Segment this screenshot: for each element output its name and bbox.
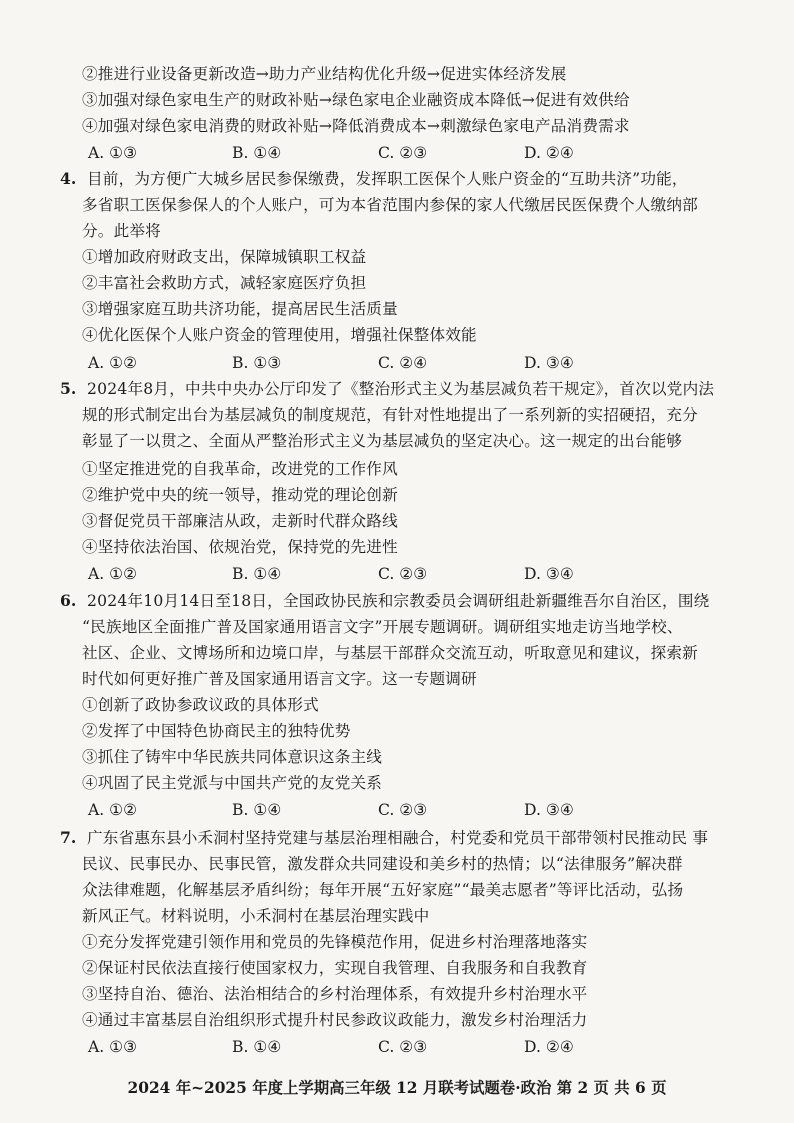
- q5-choice-c: C. ②③: [378, 565, 428, 583]
- q6-option-1: ①创新了政协参政议政的具体形式: [82, 696, 319, 714]
- q6-choice-a: A. ①②: [88, 801, 138, 819]
- q3-choice-d: D. ②④: [524, 144, 574, 162]
- q4-option-4: ④优化医保个人账户资金的管理使用，增强社保整体效能: [82, 326, 477, 344]
- q3-answer-choices: [88, 143, 648, 163]
- q7-option-1: ①充分发挥党建引领作用和党员的先锋模范作用，促进乡村治理落地落实: [82, 933, 588, 951]
- q6-stem-line: 时代如何更好推广普及国家通用语言文字。这一专题调研: [82, 670, 477, 688]
- q5-option-4: ④坚持依法治国、依规治党，保持党的先进性: [82, 538, 398, 556]
- q7-stem-line: 新风正气。材料说明，小禾洞村在基层治理实践中: [82, 907, 430, 925]
- q5-option-1: ①坚定推进党的自我革命，改进党的工作作风: [82, 460, 398, 478]
- q3-choice-b: B. ①④: [232, 144, 282, 162]
- page-footer: 2024 年~2025 年度上学期高三年级 12 月联考试题卷·政治 第 2 页 共 6 页: [127, 1079, 667, 1097]
- q5-stem-line: 彰显了一以贯之、全面从严整治形式主义为基层减负的坚定决心。这一规定的出台能够: [82, 432, 683, 450]
- q6-choice-c: C. ②③: [378, 801, 428, 819]
- q7-number: 7.: [60, 828, 77, 847]
- q4-stem-line: 多省职工医保参保人的个人账户，可为本省范围内参保的家人代缴居民医保费个人缴纳部: [82, 196, 698, 214]
- q5-choice-d: D. ③④: [524, 565, 574, 583]
- q3-option-2: ②推进行业设备更新改造→助力产业结构优化升级→促进实体经济发展: [82, 65, 567, 83]
- q4-stem-line: 分。此举将: [82, 222, 161, 240]
- q5-stem-line: 2024年8月，中共中央办公厅印发了《整治形式主义为基层减负若干规定》，首次以党内法: [87, 380, 715, 398]
- q7-stem-line: 民议、民事民办、民事民管，激发群众共同建设和美乡村的热情；以“法律服务”解决群: [82, 855, 683, 873]
- q6-stem-line: 社区、企业、文博场所和边境口岸，与基层干部群众交流互动，听取意见和建议，探索新: [82, 644, 698, 662]
- q5-answer-choices: [88, 564, 648, 584]
- q5-stem-line: 规的形式制定出台为基层减负的制度规范，有针对性地提出了一系列新的实招硬招，充分: [82, 406, 698, 424]
- q4-choice-d: D. ③④: [524, 354, 574, 372]
- q7-choice-d: D. ②④: [524, 1038, 574, 1056]
- q6-number: 6.: [60, 591, 77, 610]
- q6-choice-d: D. ③④: [524, 801, 574, 819]
- q6-choice-b: B. ①④: [232, 801, 282, 819]
- q3-choice-a: A. ①③: [88, 144, 138, 162]
- q6-option-3: ③抓住了铸牢中华民族共同体意识这条主线: [82, 748, 383, 766]
- q7-stem-line: 广东省惠东县小禾洞村坚持党建与基层治理相融合，村党委和党员干部带领村民推动民 事: [87, 829, 709, 847]
- q7-option-4: ④通过丰富基层自治组织形式提升村民参政议政能力，激发乡村治理活力: [82, 1011, 588, 1029]
- q7-answer-choices: [88, 1037, 648, 1057]
- q3-option-3: ③加强对绿色家电生产的财政补贴→绿色家电企业融资成本降低→促进有效供给: [82, 91, 630, 109]
- q5-choice-a: A. ①②: [88, 565, 138, 583]
- q3-choice-c: C. ②③: [378, 144, 428, 162]
- q4-stem-line: 目前，为方便广大城乡居民参保缴费，发挥职工医保个人账户资金的“互助共济”功能，: [87, 170, 688, 188]
- q4-number: 4.: [60, 169, 77, 188]
- q4-choice-a: A. ①②: [88, 354, 138, 372]
- q4-option-2: ②丰富社会救助方式，减轻家庭医疗负担: [82, 274, 367, 292]
- q3-option-4: ④加强对绿色家电消费的财政补贴→降低消费成本→刺激绿色家电产品消费需求: [82, 117, 630, 135]
- q7-option-3: ③坚持自治、德治、法治相结合的乡村治理体系，有效提升乡村治理水平: [82, 985, 588, 1003]
- q6-stem-line: 2024年10月14日至18日，全国政协民族和宗教委员会调研组赴新疆维吾尔自治区，围绕: [87, 592, 710, 610]
- q4-option-3: ③增强家庭互助共济功能，提高居民生活质量: [82, 300, 398, 318]
- q6-answer-choices: [88, 800, 648, 820]
- q6-stem-line: “民族地区全面推广普及国家通用语言文字”开展专题调研。调研组实地走访当地学校、: [82, 618, 683, 636]
- q7-choice-b: B. ①④: [232, 1038, 282, 1056]
- q4-option-1: ①增加政府财政支出，保障城镇职工权益: [82, 248, 367, 266]
- q5-option-2: ②维护党中央的统一领导，推动党的理论创新: [82, 486, 398, 504]
- q6-option-4: ④巩固了民主党派与中国共产党的友党关系: [82, 774, 383, 792]
- q7-choice-a: A. ①③: [88, 1038, 138, 1056]
- q5-number: 5.: [60, 379, 77, 398]
- q4-choice-c: C. ②④: [378, 354, 428, 372]
- q5-choice-b: B. ①④: [232, 565, 282, 583]
- q7-stem-line: 众法律难题，化解基层矛盾纠纷；每年开展“五好家庭”“最美志愿者”等评比活动，弘扬: [82, 881, 684, 899]
- q4-answer-choices: [88, 353, 648, 373]
- q7-choice-c: C. ②③: [378, 1038, 428, 1056]
- q5-option-3: ③督促党员干部廉洁从政，走新时代群众路线: [82, 512, 398, 530]
- q4-choice-b: B. ①③: [232, 354, 282, 372]
- q7-option-2: ②保证村民依法直接行使国家权力，实现自我管理、自我服务和自我教育: [82, 959, 588, 977]
- q6-option-2: ②发挥了中国特色协商民主的独特优势: [82, 722, 351, 740]
